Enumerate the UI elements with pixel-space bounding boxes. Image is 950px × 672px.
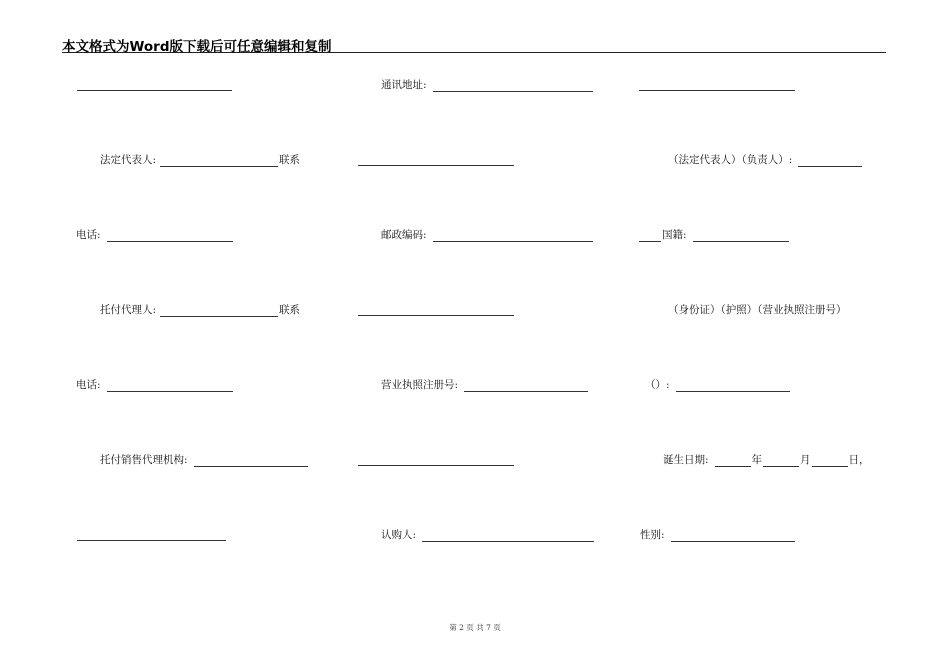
blank-line-r1c1 bbox=[76, 78, 233, 91]
agent-blank bbox=[160, 304, 278, 317]
address-blank bbox=[433, 79, 593, 92]
license-no-field bbox=[381, 378, 589, 392]
birth-date-label: 诞生日期: bbox=[663, 454, 709, 466]
birth-date-field bbox=[663, 453, 870, 467]
id-type-label: （身份证）（护照）（营业执照注册号） bbox=[668, 304, 847, 316]
blank-line-r4c2 bbox=[357, 303, 515, 316]
sales-agency-blank bbox=[194, 454, 308, 467]
phone-label-1: 电话: bbox=[76, 229, 101, 241]
nationality-prefix-blank bbox=[639, 229, 661, 242]
subscriber-blank bbox=[422, 529, 594, 542]
bracket-blank bbox=[676, 379, 790, 392]
phone-blank-1 bbox=[107, 229, 233, 242]
phone-label-2: 电话: bbox=[76, 379, 101, 391]
phone-field-1 bbox=[76, 228, 234, 242]
blank-line-r6c2 bbox=[357, 453, 515, 466]
address-label: 通讯地址: bbox=[381, 79, 427, 91]
bracket-label: （）: bbox=[645, 379, 670, 391]
subscriber-field bbox=[381, 528, 595, 542]
nationality-field bbox=[638, 228, 790, 242]
blank-line-r7c1 bbox=[76, 528, 227, 541]
postal-code-blank bbox=[433, 229, 593, 242]
legal-rep-field bbox=[100, 153, 300, 167]
day-label: 日， bbox=[848, 454, 870, 466]
gender-label: 性别: bbox=[640, 529, 665, 541]
page-header bbox=[62, 34, 886, 53]
legal-rep-type-blank bbox=[798, 154, 862, 167]
bracket-field bbox=[645, 378, 791, 392]
agent-field bbox=[100, 303, 300, 317]
id-type-field bbox=[668, 303, 847, 317]
page-footer bbox=[0, 622, 950, 633]
gender-blank bbox=[671, 529, 795, 542]
nationality-label: 国籍: bbox=[662, 229, 687, 241]
postal-code-label: 邮政编码: bbox=[381, 229, 427, 241]
month-label: 月 bbox=[800, 454, 811, 466]
address-field bbox=[381, 78, 594, 92]
agent-contact-label: 联系 bbox=[279, 304, 301, 316]
birth-month-blank bbox=[763, 454, 799, 467]
subscriber-label: 认购人: bbox=[381, 529, 417, 541]
birth-year-blank bbox=[715, 454, 751, 467]
agent-label: 托付代理人: bbox=[100, 304, 157, 316]
nationality-blank bbox=[693, 229, 789, 242]
gender-field bbox=[640, 528, 796, 542]
page-number: 第 2 页 共 7 页 bbox=[449, 623, 501, 632]
blank-line-r2c2 bbox=[357, 153, 515, 166]
legal-rep-label: 法定代表人: bbox=[100, 154, 157, 166]
birth-day-blank bbox=[812, 454, 848, 467]
legal-rep-type-label: （法定代表人）（负责人）: bbox=[668, 154, 793, 166]
legal-rep-type-field bbox=[668, 153, 863, 167]
sales-agency-label: 托付销售代理机构: bbox=[100, 454, 188, 466]
license-no-blank bbox=[464, 379, 588, 392]
header-title: 本文格式为Word版下载后可任意编辑和复制 bbox=[62, 39, 332, 55]
year-label: 年 bbox=[751, 454, 763, 466]
legal-rep-blank bbox=[160, 154, 278, 167]
sales-agency-field bbox=[100, 453, 309, 467]
phone-field-2 bbox=[76, 378, 234, 392]
contact-label: 联系 bbox=[279, 154, 301, 166]
postal-code-field bbox=[381, 228, 594, 242]
license-no-label: 营业执照注册号: bbox=[381, 379, 459, 391]
phone-blank-2 bbox=[107, 379, 233, 392]
blank-line-r1c3 bbox=[638, 78, 796, 91]
